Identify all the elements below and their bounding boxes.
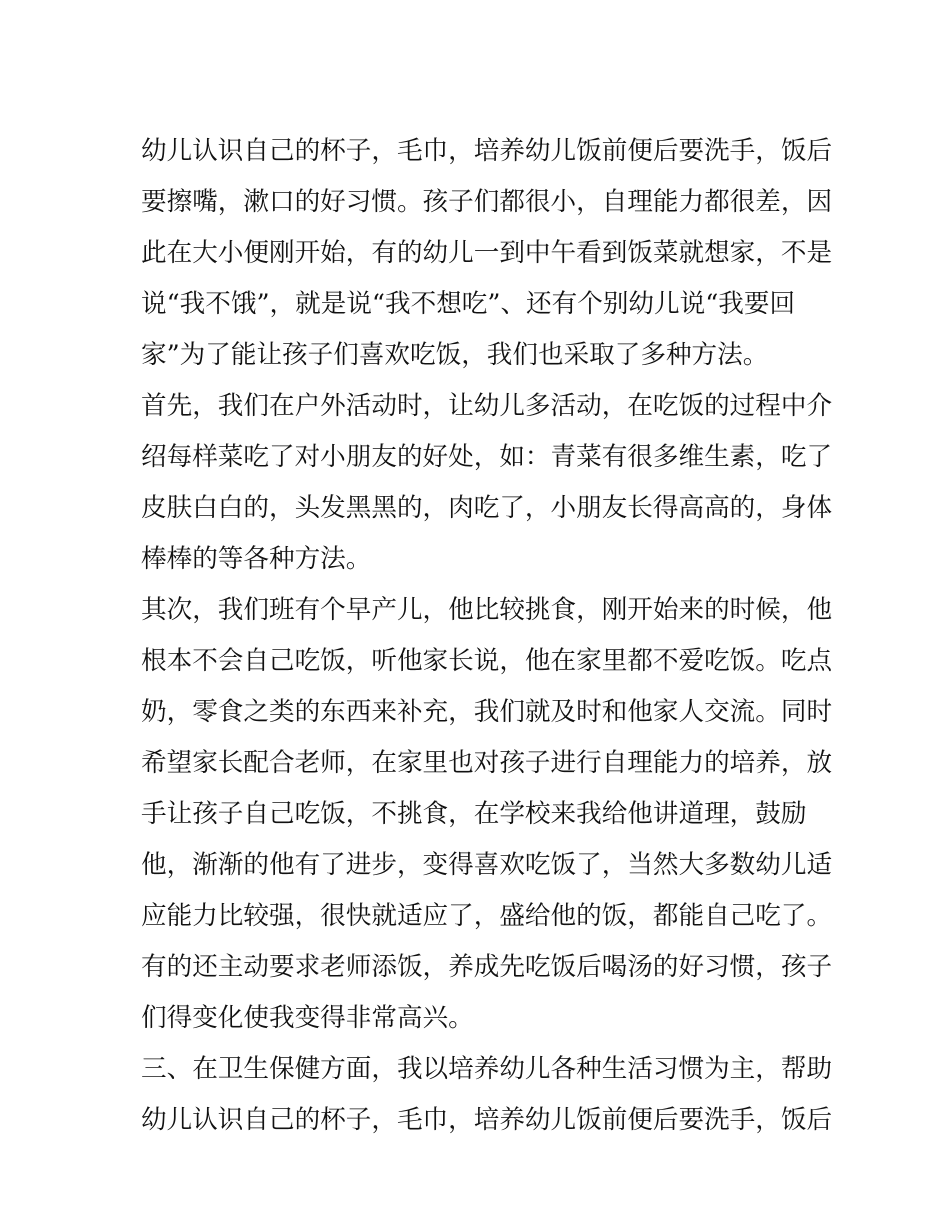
text-line: 此在大小便刚开始，有的幼儿一到中午看到饭菜就想家，不是 (141, 238, 833, 268)
section-heading-line: 三、在卫生保健方面，我以培养幼儿各种生活习惯为主，帮助 (141, 1054, 833, 1084)
text-line: 皮肤白白的，头发黑黑的，肉吃了，小朋友长得高高的，身体 (141, 493, 833, 523)
text-line: 要擦嘴，漱口的好习惯。孩子们都很小，自理能力都很差，因 (141, 187, 833, 217)
text-line: 有的还主动要求老师添饭，养成先吃饭后喝汤的好习惯，孩子 (141, 952, 833, 982)
text-line: 手让孩子自己吃饭，不挑食，在学校来我给他讲道理，鼓励 (141, 799, 807, 829)
text-line: 们得变化使我变得非常高兴。 (141, 1003, 474, 1033)
text-line: 应能力比较强，很快就适应了，盛给他的饭，都能自己吃了。 (141, 901, 833, 931)
text-line: 说“我不饿”，就是说“我不想吃”、还有个别幼儿说“我要回 (141, 289, 796, 319)
text-line: 家”为了能让孩子们喜欢吃饭，我们也采取了多种方法。 (141, 340, 769, 370)
paragraph-start-line: 其次，我们班有个早产儿，他比较挑食，刚开始来的时候，他 (141, 595, 833, 625)
paragraph-start-line: 首先，我们在户外活动时，让幼儿多活动，在吃饭的过程中介 (141, 391, 833, 421)
text-line: 棒棒的等各种方法。 (141, 544, 372, 574)
text-line: 根本不会自己吃饭，听他家长说，他在家里都不爱吃饭。吃点 (141, 646, 833, 676)
text-line: 幼儿认识自己的杯子，毛巾，培养幼儿饭前便后要洗手，饭后 (141, 136, 833, 166)
text-line: 绍每样菜吃了对小朋友的好处，如：青菜有很多维生素，吃了 (141, 442, 833, 472)
text-line: 幼儿认识自己的杯子，毛巾，培养幼儿饭前便后要洗手，饭后 (141, 1105, 833, 1135)
text-line: 奶，零食之类的东西来补充，我们就及时和他家人交流。同时 (141, 697, 833, 727)
text-line: 他，渐渐的他有了进步，变得喜欢吃饭了，当然大多数幼儿适 (141, 850, 833, 880)
text-line: 希望家长配合老师，在家里也对孩子进行自理能力的培养，放 (141, 748, 833, 778)
